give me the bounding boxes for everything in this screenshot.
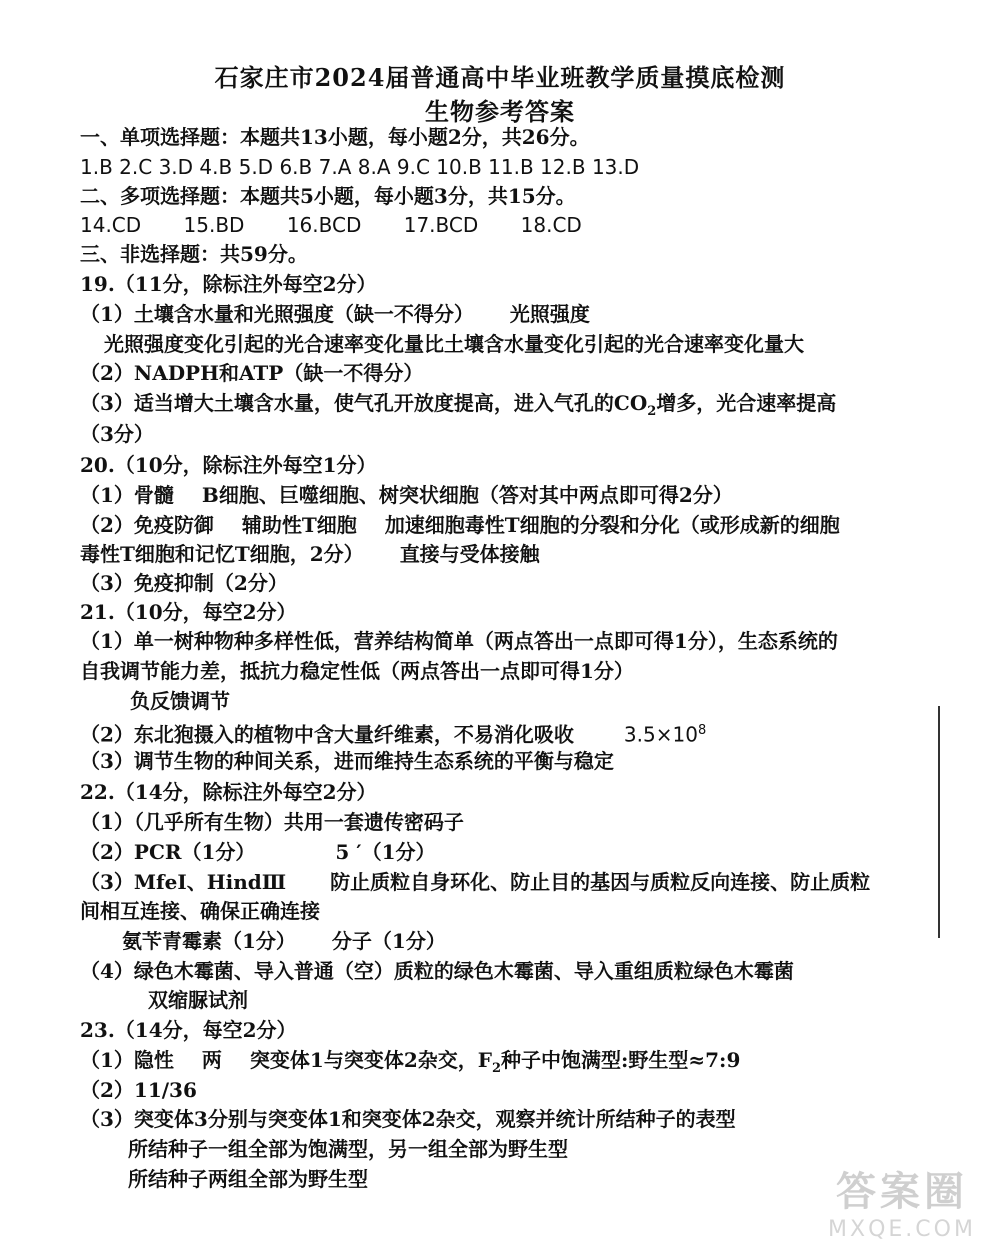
q20-p2-answer-a: （2）免疫防御 [80, 513, 214, 537]
q20-part2-cont [80, 541, 540, 567]
answer-16: 16.BCD [286, 213, 362, 237]
q19-p1-answer-a: （1）土壤含水量和光照强度（缺一不得分） [80, 302, 474, 326]
q22-p3-answer-e: 分子（1分） [331, 929, 446, 953]
watermark-top-text: 答案圈 [836, 1168, 968, 1215]
q23-part3-answer2: 所结种子两组全部为野生型 [128, 1167, 368, 1191]
q20-p2-answer-c: 加速细胞毒性T细胞的分裂和分化（或形成新的细胞 [384, 513, 840, 537]
q19-p3-subscript: 2 [647, 404, 657, 419]
q19-part2: （2）NADPH和ATP（缺一不得分） [80, 361, 424, 385]
scan-edge-line [938, 706, 940, 938]
q20-header: 20.（10分，除标注外每空1分） [80, 453, 377, 477]
watermark-logo [822, 1160, 982, 1246]
answer-14: 14.CD [80, 213, 142, 237]
q20-part2 [80, 512, 840, 538]
q20-p1-answer-a: （1）骨髓 [80, 483, 174, 507]
q20-p2-answer-e: 直接与受体接触 [399, 542, 540, 566]
answer-11: 11.B [488, 155, 534, 179]
section2-heading: 二、多项选择题：本题共5小题，每小题3分，共15分。 [80, 184, 576, 208]
q22-part4-answer: 双缩脲试剂 [148, 988, 248, 1012]
watermark-bottom-text: MXQE.COM [828, 1217, 976, 1242]
q23-p1-answer-a: （1）隐性 [80, 1048, 174, 1072]
answer-5: 5.D [238, 155, 274, 179]
q23-p1-answer-d: 种子中饱满型:野生型≈7:9 [501, 1048, 741, 1072]
q21-part1: （1）单一树种物种多样性低，营养结构简单（两点答出一点即可得1分），生态系统的 [80, 629, 838, 653]
q23-p1-answer-b: 两 [201, 1048, 222, 1072]
answer-3: 3.D [158, 155, 194, 179]
answer-17: 17.BCD [403, 213, 479, 237]
answer-1: 1.B [80, 155, 113, 179]
q21-part3: （3）调节生物的种间关系，进而维持生态系统的平衡与稳定 [80, 749, 614, 773]
q19-part3-score: （3分） [80, 422, 154, 446]
q23-p1-subscript: 2 [491, 1061, 501, 1076]
q22-part3-answers [122, 928, 446, 954]
q19-part1 [80, 301, 590, 327]
q19-p3-text-a: （3）适当增大土壤含水量，使气孔开放度提高，进入气孔的CO [80, 391, 648, 415]
q21-part1-answer: 负反馈调节 [130, 689, 230, 713]
q22-header: 22.（14分，除标注外每空2分） [80, 780, 377, 804]
answer-10: 10.B [436, 155, 482, 179]
q19-p3-text-b: 增多，光合速率提高 [656, 391, 837, 415]
page-title: 石家庄市2024届普通高中毕业班教学质量摸底检测 [214, 63, 786, 92]
q19-p1-answer-b: 光照强度 [509, 302, 590, 326]
q21-p2-answer-a: （2）东北狍摄入的植物中含大量纤维素，不易消化吸收 [80, 722, 574, 747]
q19-part1-reason: 光照强度变化引起的光合速率变化量比土壤含水量变化引起的光合速率变化量大 [104, 332, 804, 356]
q22-p3-answer-a: （3）MfeⅠ、HindⅢ [80, 870, 287, 894]
q19-header: 19.（11分，除标注外每空2分） [80, 272, 377, 296]
page-subtitle: 生物参考答案 [425, 97, 575, 126]
q22-part3-cont: 间相互连接、确保正确连接 [80, 899, 320, 923]
q22-part4: （4）绿色木霉菌、导入普通（空）质粒的绿色木霉菌、导入重组质粒绿色木霉菌 [80, 959, 794, 983]
answer-13: 13.D [591, 155, 640, 179]
q23-header: 23.（14分，每空2分） [80, 1018, 297, 1042]
section1-heading: 一、单项选择题：本题共13小题，每小题2分，共26分。 [80, 125, 590, 149]
q22-p3-answer-d: 氨苄青霉素（1分） [122, 929, 296, 953]
q22-part1: （1）（几乎所有生物）共用一套遗传密码子 [80, 810, 464, 834]
answer-8: 8.A [357, 155, 391, 179]
answer-15: 15.BD [183, 213, 245, 237]
q23-p1-answer-c: 突变体1与突变体2杂交，F [249, 1048, 492, 1072]
answer-7: 7.A [318, 155, 352, 179]
q21-header: 21.（10分，每空2分） [80, 600, 297, 624]
q22-p2-answer-a: （2）PCR（1分） [80, 840, 256, 864]
answer-6: 6.B [279, 155, 313, 179]
q23-part3-answer1: 所结种子一组全部为饱满型，另一组全部为野生型 [128, 1137, 568, 1161]
q23-part2: （2）11/36 [80, 1078, 197, 1102]
answer-18: 18.CD [520, 213, 582, 237]
section2-answers [80, 212, 582, 238]
section1-answers [80, 154, 639, 180]
q22-part2 [80, 839, 436, 865]
q20-p1-answer-b: B细胞、巨噬细胞、树突状细胞（答对其中两点即可得2分） [201, 483, 733, 507]
q21-p2-answer-b: 3.5×10 [623, 722, 698, 747]
section3-heading: 三、非选择题：共59分。 [80, 242, 308, 266]
q22-part3 [80, 869, 870, 895]
q23-part3: （3）突变体3分别与突变体1和突变体2杂交，观察并统计所结种子的表型 [80, 1107, 736, 1131]
q21-p2-superscript: 8 [697, 723, 707, 738]
q22-p3-answer-b: 防止质粒自身环化、防止目的基因与质粒反向连接、防止质粒 [330, 870, 871, 894]
q22-p2-answer-b: 5 ′（1分） [335, 840, 436, 864]
answer-2: 2.C [119, 155, 153, 179]
q20-p2-answer-d: 毒性T细胞和记忆T细胞，2分） [80, 542, 364, 566]
q21-part2 [80, 718, 706, 748]
answer-4: 4.B [199, 155, 233, 179]
q20-p2-answer-b: 辅助性T细胞 [241, 513, 357, 537]
answer-9: 9.C [396, 155, 430, 179]
q19-part3 [80, 390, 836, 425]
q20-part1 [80, 482, 733, 508]
q20-part3: （3）免疫抑制（2分） [80, 571, 288, 595]
q21-part1-cont: 自我调节能力差，抵抗力稳定性低（两点答出一点即可得1分） [80, 659, 634, 683]
answer-12: 12.B [540, 155, 586, 179]
